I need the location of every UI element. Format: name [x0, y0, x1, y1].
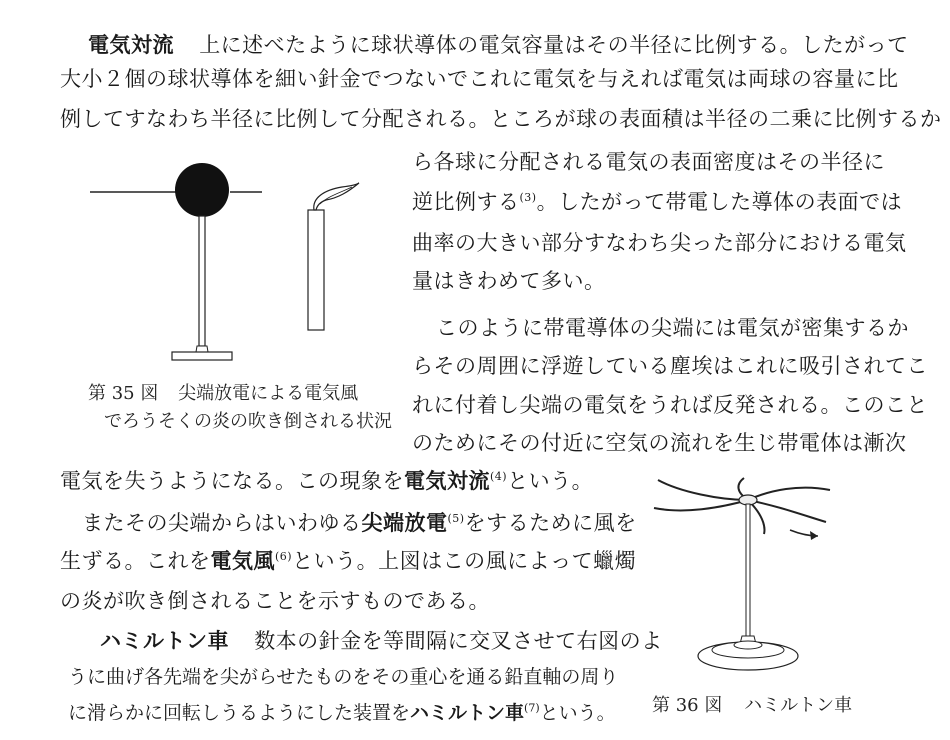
paragraph-4-line-2: うに曲げ各先端を尖がらせたものをその重心を通る鉛直軸の周り: [68, 666, 619, 688]
text: 数本の針金を等間隔に交叉させて右図のよ: [254, 629, 663, 653]
figure-35-label: 第 35 図: [88, 383, 159, 404]
footnote-ref: (4): [490, 470, 508, 483]
paragraph-2-line-1: このように帯電導体の尖端には電気が密集するか: [436, 316, 909, 340]
paragraph-4-line-1: [100, 626, 663, 656]
text: 逆比例する: [412, 190, 520, 214]
text: 生ずる。これを: [60, 549, 211, 573]
text: という。: [507, 469, 594, 493]
figure-35-illustration: [80, 150, 400, 375]
paragraph-3-line-2: [60, 546, 636, 576]
paragraph-2-line-4: のためにその付近に空気の流れを生じ帯電体は漸次: [412, 431, 907, 455]
text: 。したがって帯電した導体の表面では: [536, 190, 903, 214]
footnote-ref: (5): [447, 512, 465, 525]
paragraph-4-line-3: [68, 698, 616, 728]
candle: [308, 210, 324, 330]
figure-35-caption-line-2: でろうそくの炎の吹き倒される状況: [104, 411, 392, 432]
text: 尖端放電による電気風: [178, 383, 359, 404]
footnote-ref: (7): [524, 701, 540, 715]
paragraph-1-line-4: ら各球に分配される電気の表面密度はその半径に: [412, 150, 885, 174]
figure-36-illustration: [640, 470, 880, 690]
candle-flame: [314, 183, 359, 210]
paragraph-1-line-1: [88, 30, 909, 60]
text: またその尖端からはいわゆる: [82, 511, 362, 535]
term-electric-wind: 電気風: [210, 549, 275, 573]
text: という。上図はこの風によって蠟燭: [292, 549, 637, 573]
paragraph-3-line-1: [82, 508, 637, 538]
footnote-ref: (3): [519, 191, 537, 204]
heading-electric-convection: 電気対流: [88, 33, 174, 57]
term-electric-convection: 電気対流: [404, 469, 490, 493]
paragraph-1-line-7: 量はきわめて多い。: [412, 269, 606, 293]
paragraph-2-line-5: [60, 466, 593, 496]
figure-36-label: 第 36 図: [652, 695, 723, 716]
term-point-discharge: 尖端放電: [361, 511, 448, 535]
term-hamilton-wheel: ハミルトン車: [410, 702, 525, 724]
text: に滑らかに回転しうるようにした装置を: [68, 702, 411, 724]
paragraph-2-line-2: らその周囲に浮遊している塵埃はこれに吸引されてこ: [412, 354, 928, 378]
text: をするために風を: [464, 511, 637, 535]
paragraph-1-line-3: 例してすなわち半径に比例して分配される。ところが球の表面積は半径の二乗に比例するか: [60, 107, 942, 131]
text: ハミルトン車: [744, 695, 853, 716]
paragraph-1-line-5: [412, 187, 902, 217]
figure-36-caption: [652, 694, 852, 718]
text: という。: [539, 702, 616, 724]
conductor-sphere: [175, 163, 229, 217]
text: 電気を失うようになる。この現象を: [60, 469, 404, 493]
paragraph-2-line-3: れに付着し尖端の電気をうれば反発される。このこと: [412, 393, 928, 417]
paragraph-1-line-6: 曲率の大きい部分すなわち尖った部分における電気: [412, 231, 907, 255]
paragraph-3-line-3: の炎が吹き倒されることを示すものである。: [60, 589, 490, 613]
figure-35-caption-line-1: [88, 382, 358, 406]
paragraph-1-line-2: 大小２個の球状導体を細い針金でつないでこれに電気を与えれば電気は両球の容量に比: [60, 67, 899, 91]
text: 上に述べたように球状導体の電気容量はその半径に比例する。したがって: [199, 33, 909, 57]
heading-hamilton-wheel: ハミルトン車: [100, 629, 229, 653]
footnote-ref: (6): [275, 550, 293, 563]
